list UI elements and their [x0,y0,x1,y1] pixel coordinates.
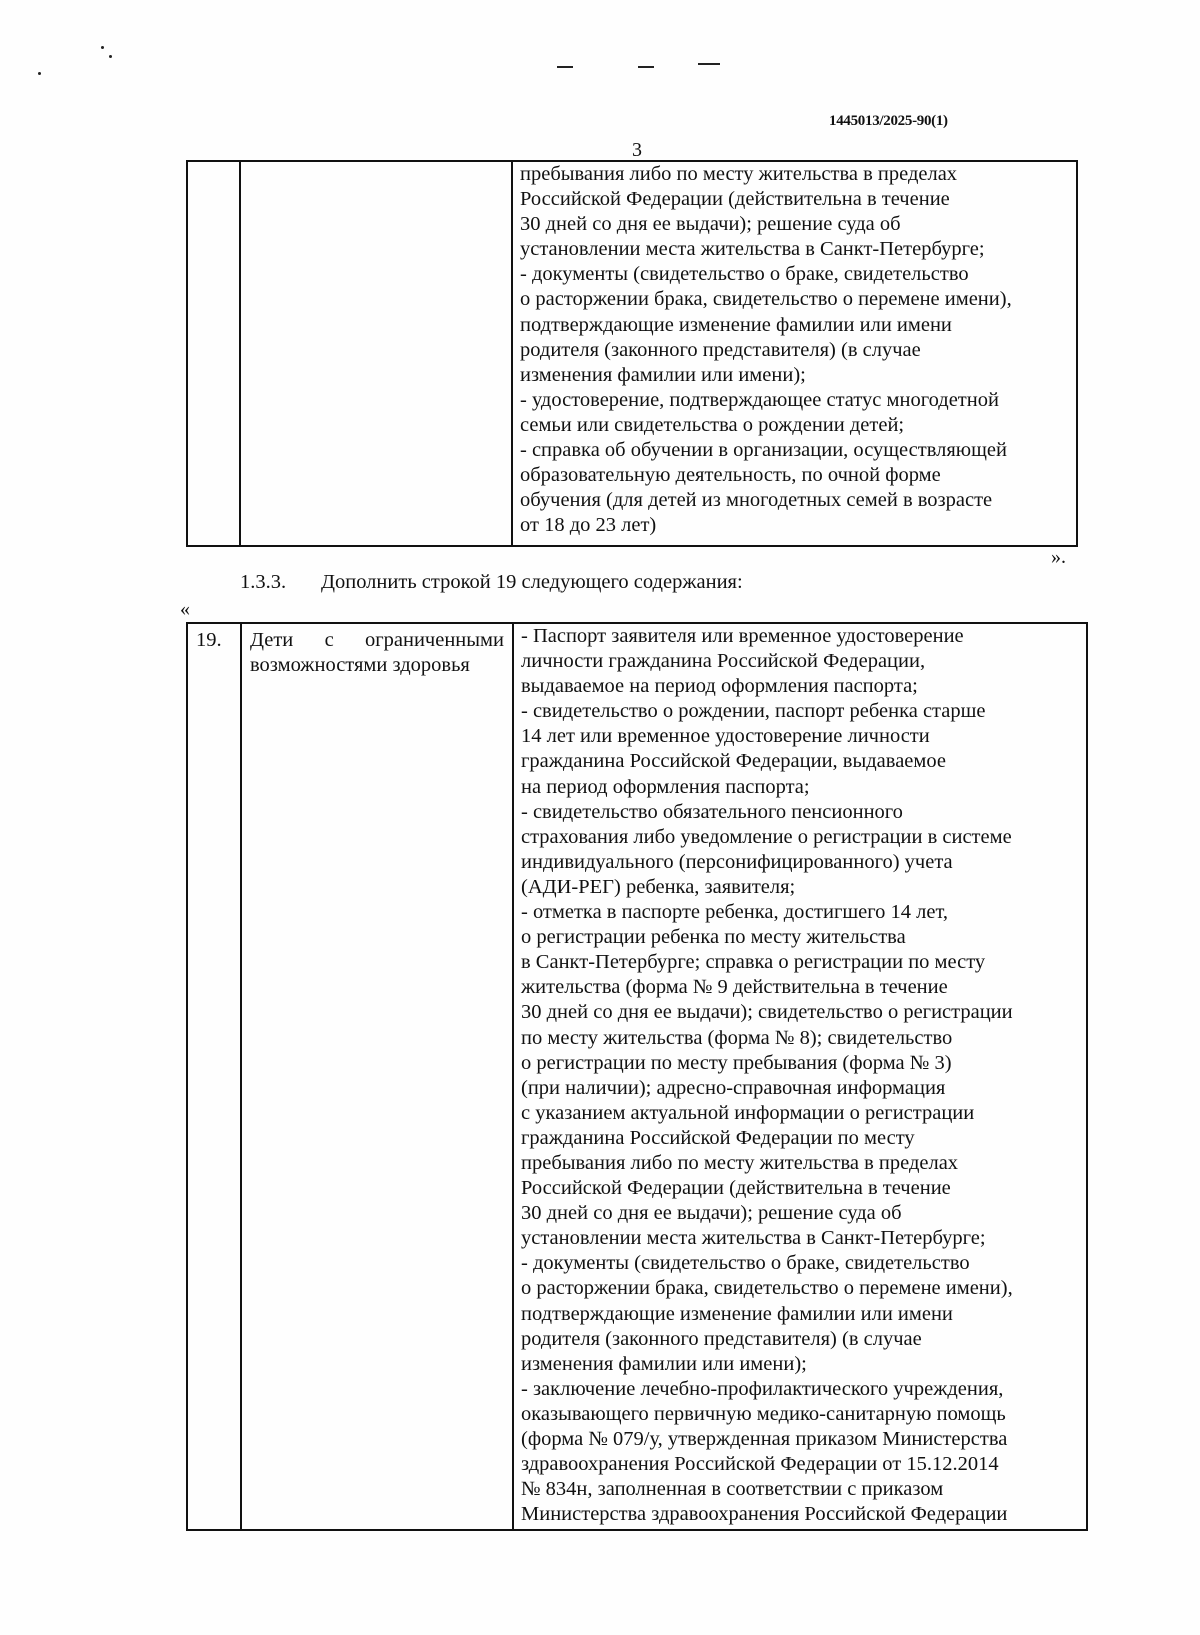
category-cell [240,161,512,546]
document-line: (АДИ-РЕГ) ребенка, заявителя; [521,875,796,898]
document-line: - отметка в паспорте ребенка, достигшего 14 лет, [521,901,949,924]
document-line: гражданина Российской Федерации по месту [521,1126,915,1149]
opening-quote: « [180,598,190,620]
row-number-cell [187,161,240,546]
clause-text [240,571,743,594]
closing-quote: ». [1051,546,1066,568]
document-line: на период оформления паспорта; [521,775,810,798]
document-line: 30 дней со дня ее выдачи); решение суда об [521,1202,902,1225]
document-line: о расторжении брака, свидетельство о перемене имени), [521,1277,1013,1300]
documents-cell [513,623,1087,1530]
document-line: - справка об обучении в организации, осуществляющей [520,439,1007,462]
document-line: обучения (для детей из многодетных семей в возрасте [520,489,993,512]
document-line: подтверждающие изменение фамилии или имени [520,313,952,336]
row-number-cell: 19. [187,623,241,1530]
documents-table-row-19 [186,622,1088,1531]
scan-speck [109,55,112,58]
document-number: 1445013/2025-90(1) [829,113,948,129]
document-line: - свидетельство обязательного пенсионного [521,800,903,823]
clause-number: 1.3.3. [240,571,287,593]
document-line: 14 лет или временное удостоверение личности [521,725,930,748]
document-line: - документы (свидетельство о браке, свидетельство [521,1252,970,1275]
document-line: Министерства здравоохранения Российской Федерации [521,1503,1008,1526]
document-line: пребывания либо по месту жительства в пределах [520,163,958,185]
document-line: подтверждающие изменение фамилии или имени [521,1302,953,1325]
document-line: 30 дней со дня ее выдачи); решение суда об [520,213,901,236]
document-line: родителя (законного представителя) (в случае [520,338,921,361]
scan-speck [101,46,104,49]
documents-table-continued [186,160,1078,547]
document-line: о регистрации ребенка по месту жительства [521,926,906,949]
document-line: 30 дней со дня ее выдачи); свидетельство о регистрации [521,1001,1013,1024]
scan-dash [557,66,573,68]
document-line: установлении места жительства в Санкт-Петербурге; [521,1227,986,1250]
document-line: от 18 до 23 лет) [520,514,657,537]
document-line: гражданина Российской Федерации, выдаваемое [521,750,946,773]
document-line: пребывания либо по месту жительства в пределах [521,1151,959,1174]
document-line: по месту жительства (форма № 8); свидетельство [521,1026,953,1049]
document-line: выдаваемое на период оформления паспорта; [521,675,918,698]
table-row [187,161,1077,546]
document-line: страхования либо уведомление о регистрации в системе [521,825,1012,848]
document-line: здравоохранения Российской Федерации от 15.12.2014 [521,1453,999,1476]
document-line: (при наличии); адресно-справочная информация [521,1076,946,1099]
document-line: - свидетельство о рождении, паспорт ребенка старше [521,700,986,723]
document-line: жительства (форма № 9 действительна в течение [521,976,948,999]
document-line: изменения фамилии или имени); [520,363,806,386]
scan-speck [38,72,41,75]
document-line: № 834н, заполненная в соответствии с приказом [521,1478,944,1501]
document-line: о регистрации по месту пребывания (форма № 3) [521,1051,952,1074]
document-line: образовательную деятельность, по очной форме [520,464,941,487]
document-line: о расторжении брака, свидетельство о перемене имени), [520,288,1012,311]
document-line: Российской Федерации (действительна в течение [521,1177,951,1200]
document-line: - документы (свидетельство о браке, свидетельство [520,263,969,286]
document-line: установлении места жительства в Санкт-Петербурге; [520,238,985,261]
document-line: - Паспорт заявителя или временное удостоверение [521,625,964,647]
documents-cell [512,161,1077,546]
document-line: личности гражданина Российской Федерации, [521,650,926,673]
document-line: - заключение лечебно-профилактического учреждения, [521,1377,1004,1400]
scan-dash [638,66,654,68]
document-line: семьи или свидетельства о рождении детей; [520,413,905,436]
document-line: - удостоверение, подтверждающее статус многодетной [520,388,999,411]
document-line: индивидуального (персонифицированного) учета [521,850,953,873]
page-number: 3 [632,139,642,161]
document-line: в Санкт-Петербурге; справка о регистрации по месту [521,951,986,974]
document-line: родителя (законного представителя) (в случае [521,1327,922,1350]
document-line: с указанием актуальной информации о регистрации [521,1101,975,1124]
document-line: (форма № 079/у, утвержденная приказом Министерства [521,1428,1008,1450]
category-cell: Дети с ограниченными возможностями здоровья [241,623,513,1530]
scan-dash [698,63,720,65]
document-line: оказывающего первичную медико-санитарную помощь [521,1402,1006,1425]
clause-body: Дополнить строкой 19 следующего содержания: [321,571,743,593]
document-line: изменения фамилии или имени); [521,1352,807,1375]
table-row [187,623,1087,1530]
document-line: Российской Федерации (действительна в течение [520,188,950,211]
